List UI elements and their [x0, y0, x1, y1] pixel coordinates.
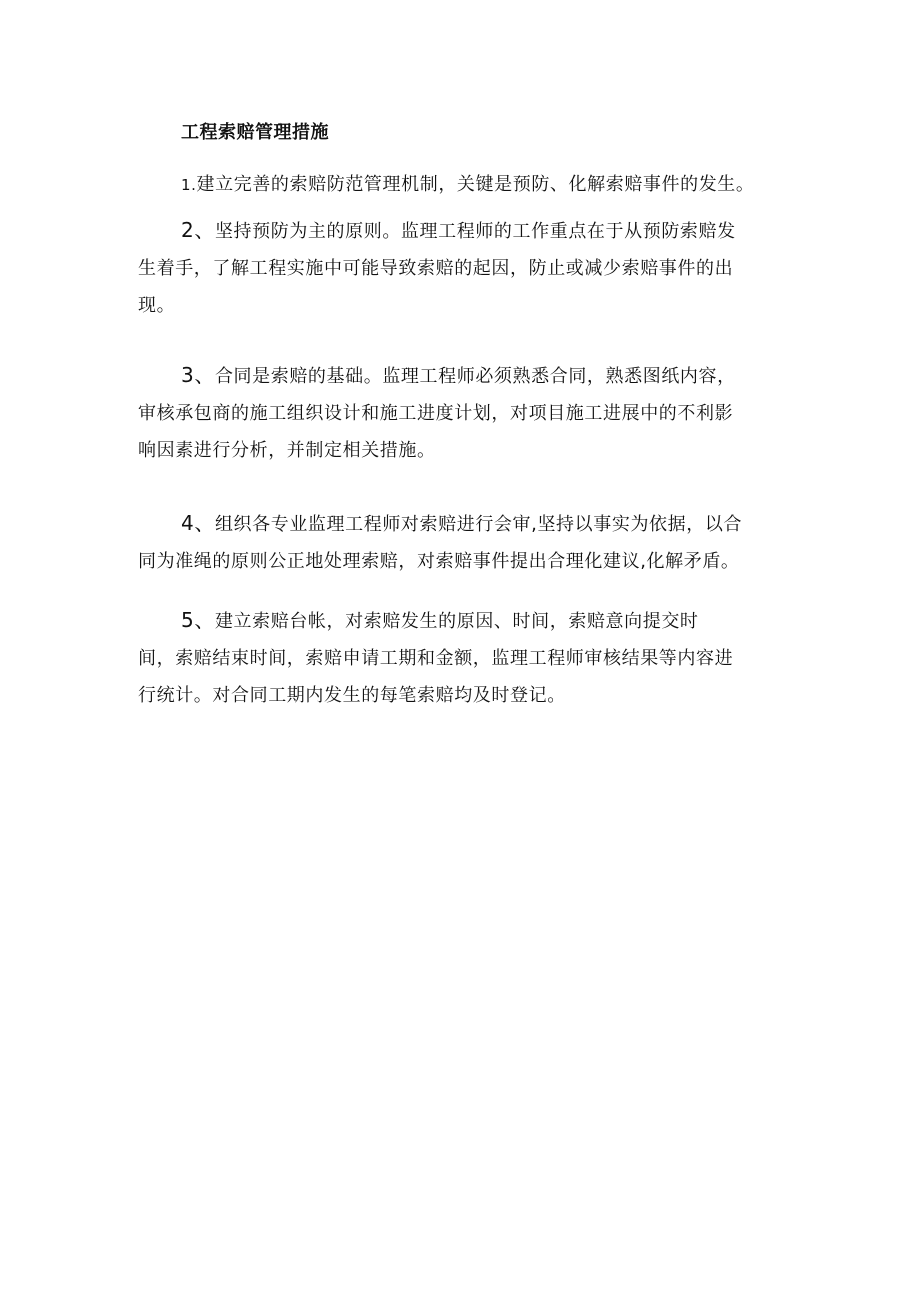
- paragraph-3: [138, 357, 788, 469]
- paragraph-number: 3、: [181, 363, 215, 387]
- paragraph-line: 间，索赔结束时间，索赔申请工期和金额，监理工程师审核结果等内容进: [138, 648, 734, 669]
- paragraph-line: 3、合同是索赔的基础。监理工程师必须熟悉合同，熟悉图纸内容，: [181, 363, 736, 387]
- paragraph-line: 5、建立索赔台帐，对索赔发生的原因、时间，索赔意向提交时: [181, 608, 699, 632]
- paragraph-5: [138, 602, 788, 714]
- paragraph-line: 2、坚持预防为主的原则。监理工程师的工作重点在于从预防索赔发: [181, 218, 736, 242]
- paragraph-line: 行统计。对合同工期内发生的每笔索赔均及时登记。: [138, 685, 566, 706]
- paragraph-line: 生着手，了解工程实施中可能导致索赔的起因，防止或减少索赔事件的出: [138, 258, 734, 279]
- document-title: 工程索赔管理措施: [181, 122, 329, 143]
- paragraph-1: [138, 166, 788, 204]
- paragraph-4: [138, 505, 788, 580]
- paragraph-line: 响因素进行分析，并制定相关措施。: [138, 440, 436, 461]
- paragraph-line: 同为准绳的原则公正地处理索赔，对索赔事件提出合理化建议,化解矛盾。: [138, 551, 740, 572]
- paragraph-number: 5、: [181, 608, 215, 632]
- paragraph-line: 4、组织各专业监理工程师对索赔进行会审,坚持以事实为依据，以合: [181, 511, 743, 535]
- paragraph-number: 2、: [181, 218, 215, 242]
- paragraph-number: 4、: [181, 511, 215, 535]
- paragraph-line: 1.建立完善的索赔防范管理机制，关键是预防、化解索赔事件的发生。: [181, 174, 755, 195]
- paragraph-number: 1.: [181, 176, 197, 194]
- paragraph-2: [138, 212, 788, 324]
- paragraph-line: 现。: [138, 295, 176, 316]
- paragraph-line: 审核承包商的施工组织设计和施工进度计划，对项目施工进展中的不利影: [138, 403, 734, 424]
